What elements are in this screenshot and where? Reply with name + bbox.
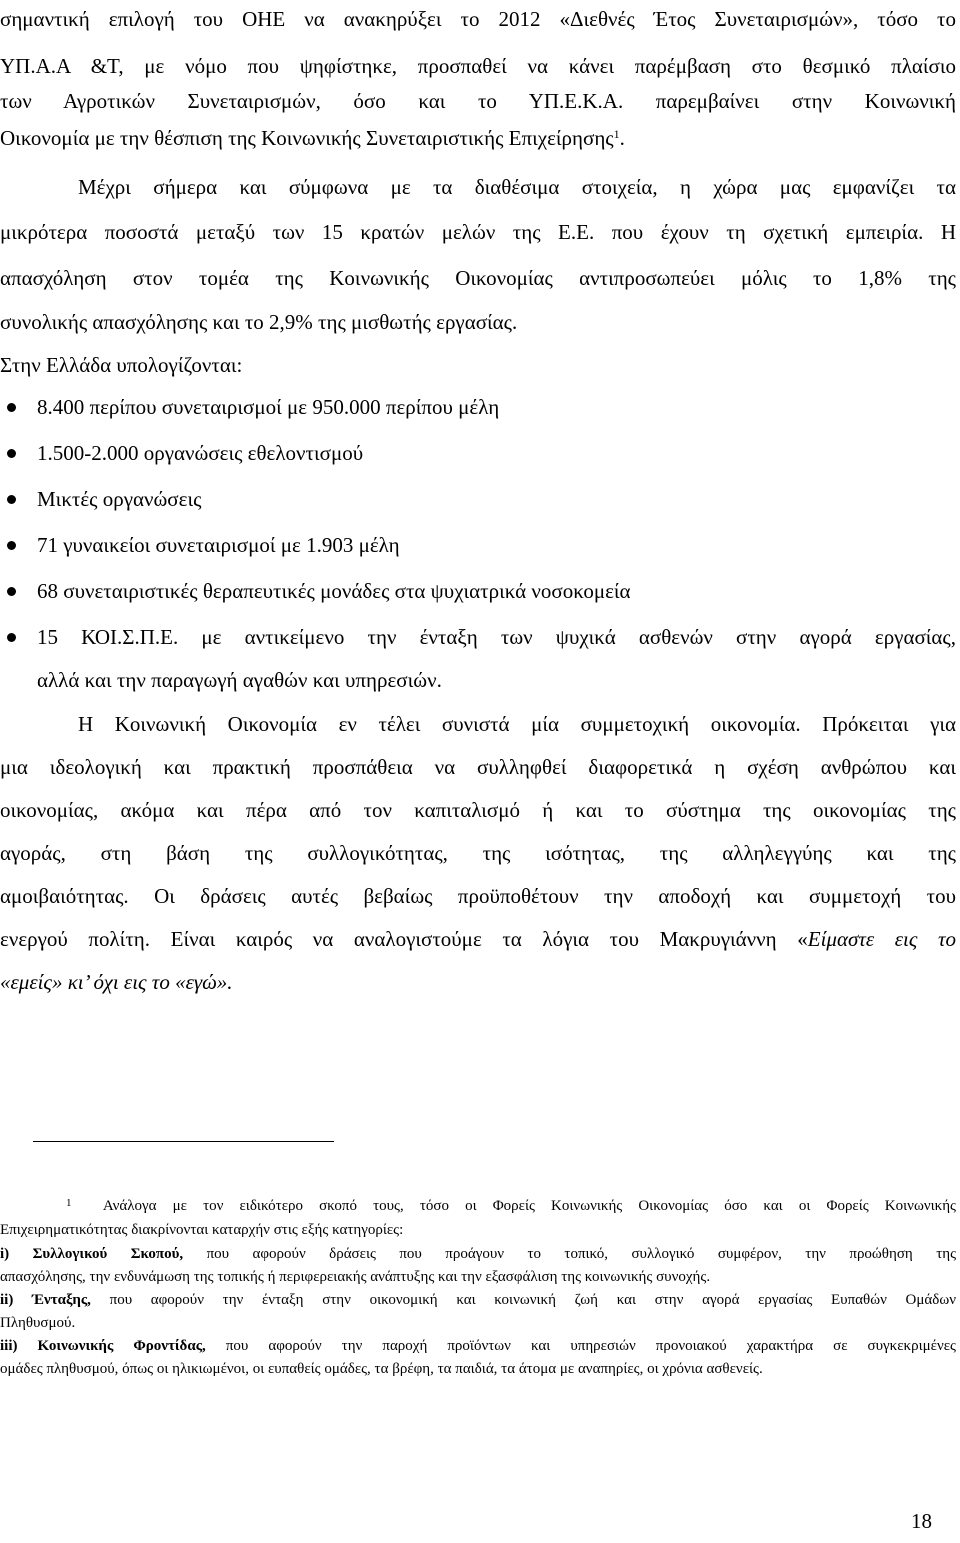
bullet-icon (7, 633, 16, 642)
body-line: ΥΠ.Α.Α &Τ, με νόμο που ψηφίστηκε, προσπαθεί να κάνει παρέμβαση στο θεσμικό πλαίσιο (0, 54, 956, 78)
list-item: 8.400 περίπου συνεταιρισμοί με 950.000 περίπου μέλη (37, 395, 500, 419)
list-item: Μικτές οργανώσεις (37, 487, 202, 511)
footnote-number: 1 (66, 1197, 72, 1209)
footnote-line (66, 1195, 956, 1217)
body-line: συνολικής απασχόλησης και το 2,9% της μισθωτής εργασίας. (0, 310, 518, 334)
body-text: Οικονομία με την θέσπιση της Κοινωνικής Συνεταιριστικής Επιχείρησης (0, 126, 614, 150)
body-line: οικονομίας, ακόμα και πέρα από τον καπιταλισμό ή και το σύστημα της οικονομίας της (0, 798, 956, 822)
footnote-category-label: iii) Κοινωνικής Φροντίδας, (0, 1338, 206, 1354)
list-item: 1.500-2.000 οργανώσεις εθελοντισμού (37, 441, 364, 465)
body-text: ενεργού πολίτη. Είναι καιρός να αναλογιστούμε τα λόγια του Μακρυγιάννη « (0, 927, 808, 951)
bullet-icon (7, 495, 16, 504)
bullet-icon (7, 403, 16, 412)
quote-text: Είμαστε εις το (807, 927, 956, 951)
footnote-line (0, 1289, 956, 1311)
body-line: των Αγροτικών Συνεταιρισμών, όσο και το ΥΠ.Ε.Κ.Α. παρεμβαίνει στην Κοινωνική (0, 89, 956, 113)
body-line: Μέχρι σήμερα και σύμφωνα με τα διαθέσιμα στοιχεία, η χώρα μας εμφανίζει τα (78, 175, 956, 199)
body-line: απασχόληση στον τομέα της Κοινωνικής Οικονομίας αντιπροσωπεύει μόλις το 1,8% της (0, 266, 956, 290)
bullet-icon (7, 449, 16, 458)
bullet-icon (7, 587, 16, 596)
footnote-line: Πληθυσμού. (0, 1315, 76, 1331)
bullet-icon (7, 541, 16, 550)
body-line (0, 120, 956, 156)
list-item-continuation: αλλά και την παραγωγή αγαθών και υπηρεσιών. (37, 668, 442, 692)
list-item: 15 ΚΟΙ.Σ.Π.Ε. με αντικείμενο την ένταξη των ψυχικά ασθενών στην αγορά εργασίας, (37, 625, 956, 649)
body-line: αμοιβαιότητας. Οι δράσεις αυτές βεβαίως προϋποθέτουν την αποδοχή και συμμετοχή του (0, 884, 956, 908)
body-line: μικρότερα ποσοστά μεταξύ των 15 κρατών μελών της Ε.Ε. που έχουν τη σχετική εμπειρία. Η (0, 220, 956, 244)
body-line: Στην Ελλάδα υπολογίζονται: (0, 353, 243, 377)
footnote-line: Επιχειρηματικότητας διακρίνονται καταρχήν στις εξής κατηγορίες: (0, 1222, 404, 1238)
footnote-text: που αφορούν δράσεις που προάγουν το τοπικό, συλλογικό συμφέρον, την προώθηση της (183, 1246, 957, 1262)
body-line (0, 964, 956, 1000)
footnote-line (0, 1243, 956, 1265)
footnote-line: απασχόλησης, την ενδυνάμωση της τοπικής ή περιφερειακής ανάπτυξης και την εξασφάλιση της κοινωνικής συνοχής. (0, 1269, 711, 1285)
footnote-line (0, 1335, 956, 1357)
footnote-separator (33, 1141, 334, 1142)
footnote-category-label: i) Συλλογικού Σκοπού, (0, 1246, 184, 1262)
list-item: 68 συνεταιριστικές θεραπευτικές μονάδες στα ψυχιατρικά νοσοκομεία (37, 579, 631, 603)
body-line: σημαντική επιλογή του ΟΗΕ να ανακηρύξει το 2012 «Διεθνές Έτος Συνεταιρισμών», τόσο το (0, 7, 956, 31)
body-line (0, 921, 956, 957)
footnote-category-label: ii) Ένταξης, (0, 1292, 91, 1308)
quote-text: «εμείς» κι’ όχι εις το «εγώ». (0, 970, 233, 994)
footnote-line: ομάδες πληθυσμού, όπως οι ηλικιωμένοι, οι ευπαθείς ομάδες, τα βρέφη, τα παιδιά, τα άτομα με αναπηρίες, οι χρόνια ασθενείς. (0, 1361, 763, 1377)
body-text: . (619, 126, 625, 150)
page-number: 18 (911, 1509, 932, 1533)
list-item: 71 γυναικείοι συνεταιρισμοί με 1.903 μέλη (37, 533, 400, 557)
body-line: Η Κοινωνική Οικονομία εν τέλει συνιστά μία συμμετοχική οικονομία. Πρόκειται για (78, 712, 956, 736)
body-line: μια ιδεολογική και πρακτική προσπάθεια να συλληφθεί διαφορετικά η σχέση ανθρώπου και (0, 755, 956, 779)
footnote-reference: 1 (613, 127, 620, 141)
footnote-text: Ανάλογα με τον ειδικότερο σκοπό τους, τόσο οι Φορείς Κοινωνικής Οικονομίας όσο και οι Φορείς Κοινωνικής (102, 1198, 956, 1214)
body-line: αγοράς, στη βάση της συλλογικότητας, της ισότητας, της αλληλεγγύης και της (0, 841, 956, 865)
footnote-text: που αφορούν την παροχή προϊόντων και υπηρεσιών προνοιακού χαρακτήρα σε συγκεκριμένες (205, 1338, 956, 1354)
footnote-text: που αφορούν την ένταξη στην οικονομική και κοινωνική ζωή και στην αγορά εργασίας Ευπαθών Ομάδων (90, 1292, 956, 1308)
